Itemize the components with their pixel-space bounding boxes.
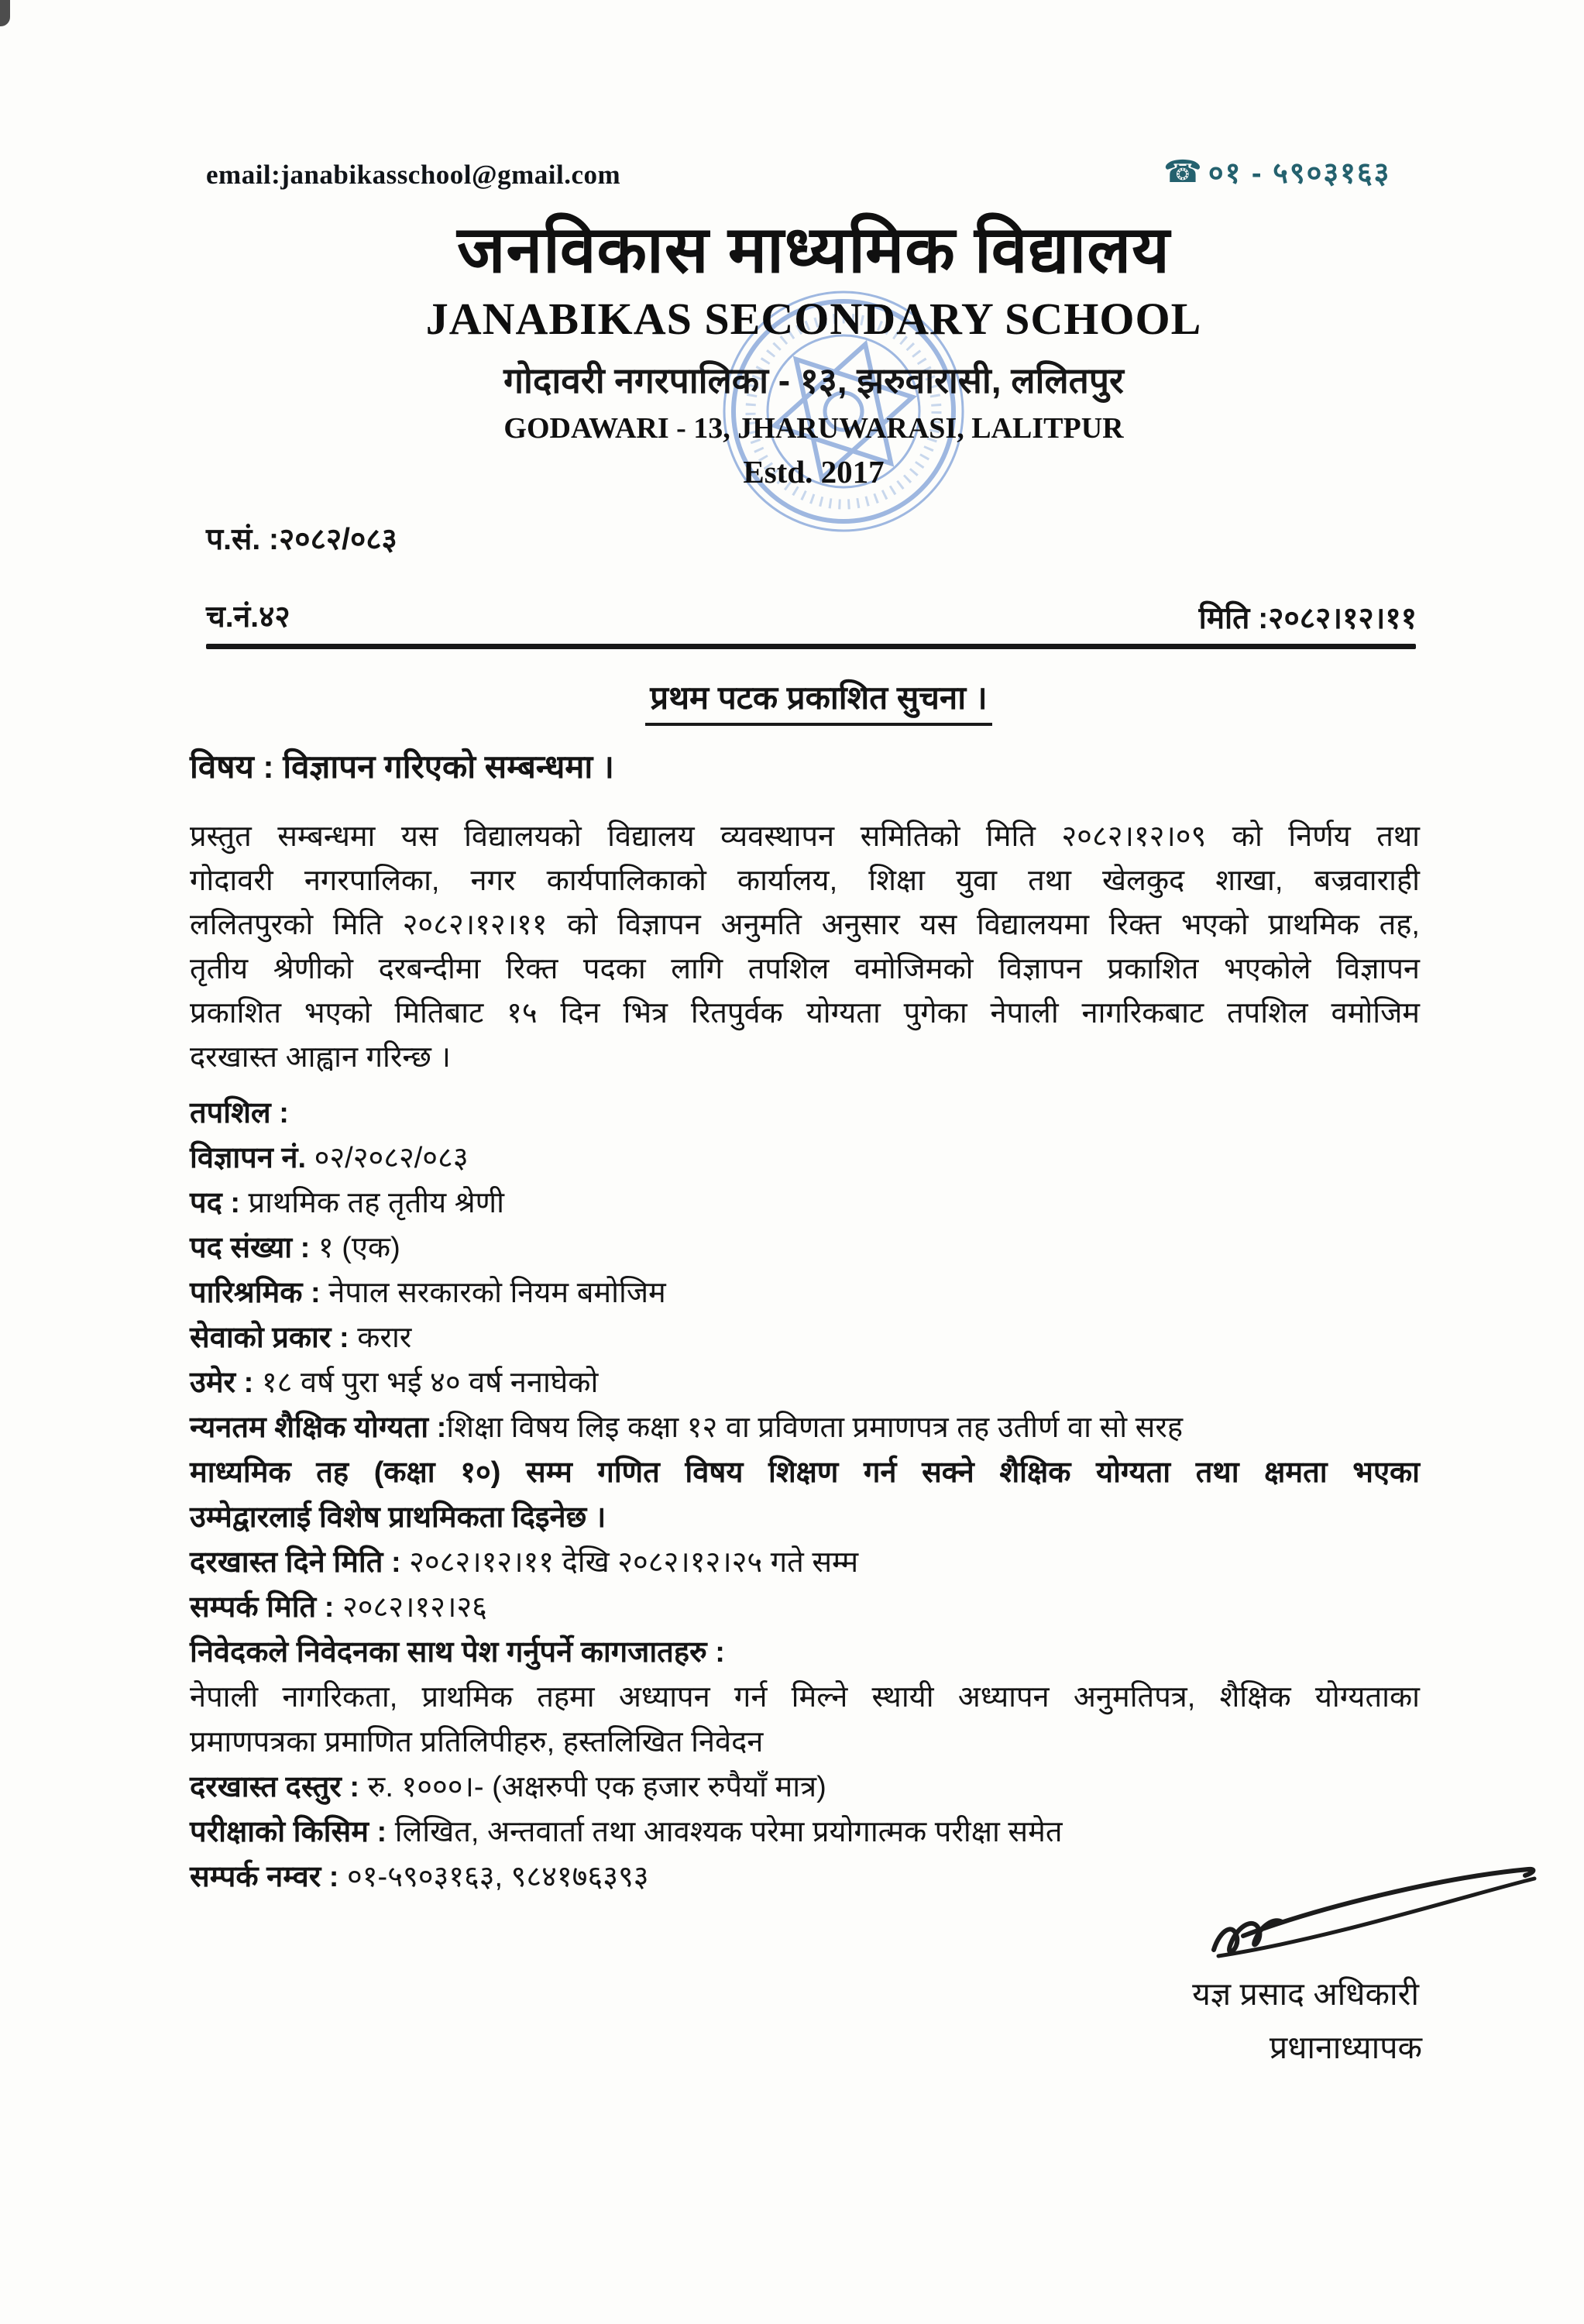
detail-min-qualification: न्यनतम शैक्षिक योग्यता :शिक्षा विषय लिइ कक्षा १२ वा प्रविणता प्रमाणपत्र तह उतीर्ण वा सो सरह [190,1411,1184,1444]
notice-body [190,676,1420,1899]
signatory-title: प्रधानाध्यापक [1269,2030,1422,2065]
school-name-english: JANABIKAS SECONDARY SCHOOL [425,294,1202,345]
detail-service-type: सेवाको प्रकार : करार [190,1322,412,1354]
detail-application-dates: दरखास्त दिने मिति : २०८२।१२।११ देखि २०८२।१२।२५ गते सम्म [190,1546,859,1579]
detail-post-count: पद संख्या : १ (एक) [190,1232,400,1264]
paragraph-line: तृतीय श्रेणीको दरबन्दीमा रिक्त पदका लागि तपशिल वमोजिमको विज्ञापन प्रकाशित भएकोले विज्ञापन [190,953,1420,985]
phone-number: ०१ - ५९०३१६३ [1208,157,1391,190]
paragraph-line: प्रकाशित भएको मितिबाट १५ दिन भित्र रितपुर्वक योग्यता पुगेका नेपाली नागरिकबाट तपशिल वमोजिम [190,997,1420,1030]
handwritten-signature [1197,1863,1545,1983]
notice-heading: प्रथम पटक प्रकाशित सुचना । [645,676,991,726]
detail-documents-list: प्रमाणपत्रका प्रमाणित प्रतिलिपीहरु, हस्तलिखित निवेदन [190,1726,764,1758]
detail-exam-type: परीक्षाको किसिम : लिखित, अन्तवार्ता तथा आवश्यक परेमा प्रयोगात्मक परीक्षा समेत [190,1816,1063,1848]
detail-contact-number: सम्पर्क नम्वर : ०१-५९०३१६३, ९८४१७६३९३ [190,1861,649,1893]
letterhead [0,215,1584,490]
paragraph-line: गोदावरी नगरपालिका, नगर कार्यपालिकाको कार्यालय, शिक्षा युवा तथा खेलकुद शाखा, बज्रवाराही [190,865,1420,897]
paragraph-line: प्रस्तुत सम्बन्धमा यस विद्यालयको विद्यालय व्यवस्थापन समितिको मिति २०८२।१२।०९ को निर्णय तथा [190,820,1420,853]
detail-documents-title: निवेदकले निवेदनका साथ पेश गर्नुपर्ने कागजातहरु : [190,1636,725,1669]
detail-advert-no: विज्ञापन नं. ०२/२०८२/०८३ [190,1142,469,1174]
school-name-nepali: जनविकास माध्यमिक विद्यालय [457,213,1170,286]
school-email: email:janabikasschool@gmail.com [206,160,621,190]
school-address-english: GODAWARI - 13, JHARUWARASI, LALITPUR [503,412,1124,445]
paragraph-line: ललितपुरको मिति २०८२।१२।११ को विज्ञापन अनुमति अनुसार यस विद्यालयमा रिक्त भएको प्राथमिक तह, [190,909,1420,941]
detail-preference-note: उम्मेद्वारलाई विशेष प्राथमिकता दिइनेछ । [190,1501,606,1534]
detail-documents-list: नेपाली नागरिकता, प्राथमिक तहमा अध्यापन गर्न मिल्ने स्थायी अध्यापन अनुमतिपत्र, शैक्षिक योग्यताका [190,1681,1420,1714]
telephone-icon: ☎ [1163,155,1204,189]
subject-line: विषय : विज्ञापन गरिएको सम्बन्धमा । [190,748,614,785]
detail-age: उमेर : १८ वर्ष पुरा भई ४० वर्ष ननाघेको [190,1367,599,1399]
detail-fee: दरखास्त दस्तुर : रु. १०००।- (अक्षरुपी एक हजार रुपैयाँ मात्र) [190,1771,826,1803]
detail-preference-note: माध्यमिक तह (कक्षा १०) सम्म गणित विषय शिक्षण गर्न सक्ने शैक्षिक योग्यता तथा क्षमता भएका [190,1456,1420,1489]
details-section-title: तपशिल : [190,1097,289,1129]
horizontal-divider [206,644,1416,649]
letter-number: प.सं. :२०८२/०८३ [206,523,397,556]
signatory-name: यज्ञ प्रसाद अधिकारी [1192,1976,1419,2012]
established-year: Estd. 2017 [743,454,885,490]
notice-paragraph [190,815,1420,1080]
paragraph-line: दरखास्त आह्वान गरिन्छ । [190,1041,451,1074]
dispatch-number: च.नं.४२ [206,600,290,634]
school-phone [1163,152,1390,192]
detail-remuneration: पारिश्रमिक : नेपाल सरकारको नियम बमोजिम [190,1277,666,1309]
detail-post: पद : प्राथमिक तह तृतीय श्रेणी [190,1187,504,1219]
letter-date: मिति :२०८२।१२।११ [1198,602,1417,635]
detail-contact-date: सम्पर्क मिति : २०८२।१२।२६ [190,1591,487,1624]
school-address-nepali: गोदावरी नगरपालिका - १३, झरुवारासी, ललितपुर [503,360,1124,401]
scan-corner-artifact [0,0,10,26]
